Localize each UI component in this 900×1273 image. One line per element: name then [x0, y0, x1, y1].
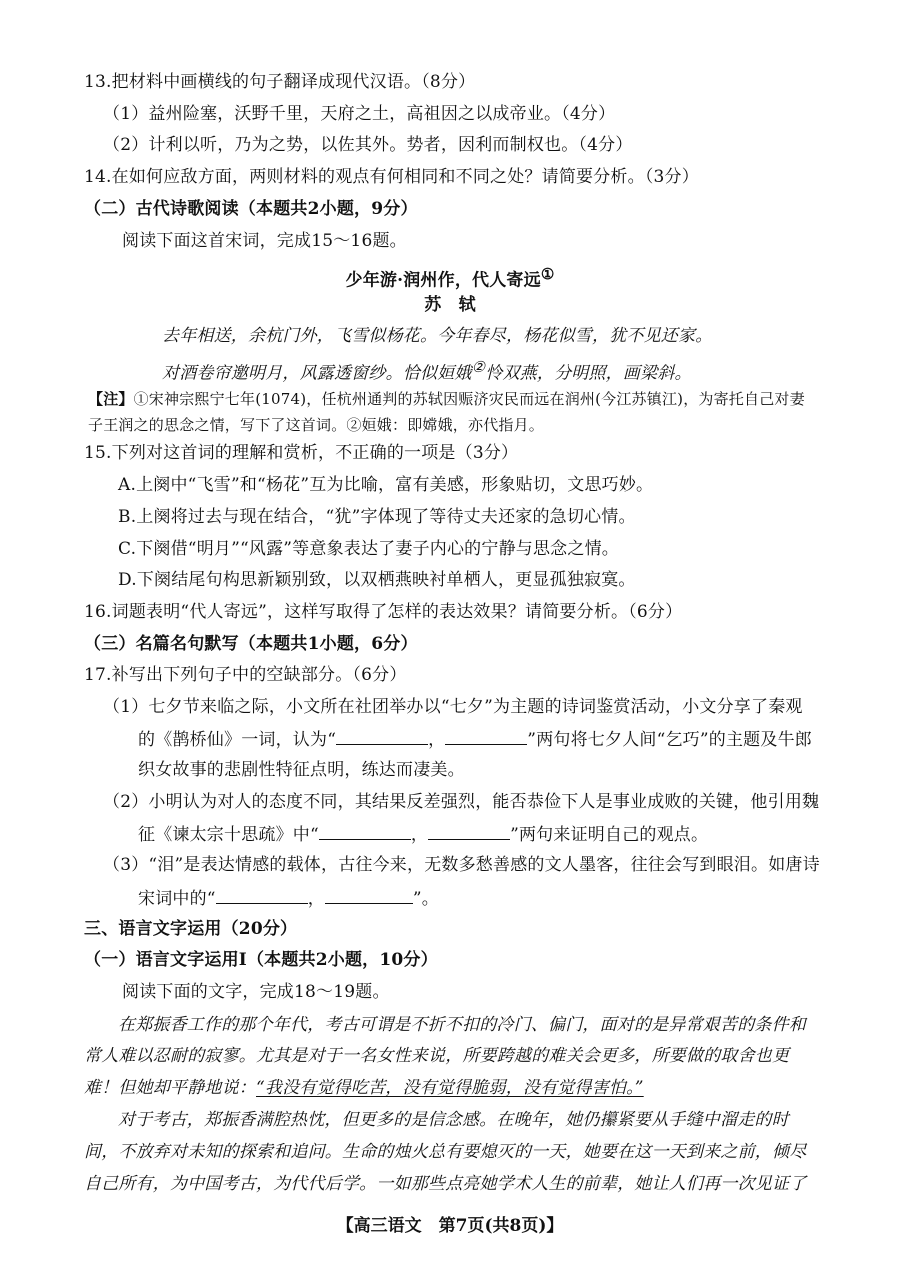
q15-option-b: B.上阕将过去与现在结合，“犹”字体现了等待丈夫还家的急切心情。: [118, 507, 636, 527]
poem-line-2: [162, 355, 692, 386]
section-2-intro: 阅读下面这首宋词，完成15～16题。: [122, 231, 407, 251]
q17-stem: 17.补写出下列句子中的空缺部分。（6分）: [84, 665, 407, 685]
answer-blank[interactable]: [325, 885, 413, 904]
page-footer: 【高三语文 第7页(共8页)】: [336, 1216, 564, 1236]
q17-item-3-line-2: [138, 885, 439, 911]
answer-blank[interactable]: [216, 885, 308, 904]
q17-item-1-line-3: 织女故事的悲剧性特征点明，练达而凄美。: [138, 760, 465, 780]
q17-item-2-line-2: [138, 821, 708, 847]
section-2-heading: （二）古代诗歌阅读（本题共2小题，9分）: [84, 199, 418, 219]
q15-option-c: C.下阕借“明月”“风露”等意象表达了妻子内心的宁静与思念之情。: [118, 539, 619, 559]
q17-item-2-line-1: （2）小明认为对人的态度不同，其结果反差强烈，能否恭俭下人是事业成败的关键，他引用魏: [103, 792, 820, 812]
q17-item-3-pre: 宋词中的“: [138, 889, 216, 909]
note-line-1: [88, 387, 805, 411]
note-line-2: 子王润之的思念之情，写下了这首词。②姮娥：即嫦娥，亦代指月。: [88, 416, 545, 434]
poem-title: [0, 262, 900, 293]
passage-p2-line-1: 对于考古，郑振香满腔热忱，但更多的是信念感。在晚年，她仍攥紧要从手缝中溜走的时: [118, 1110, 789, 1130]
q17-item-3-line-1: （3）“泪”是表达情感的载体，古往今来，无数多愁善感的文人墨客，往往会写到眼泪。如唐诗: [103, 855, 820, 875]
passage-p1-line-2: 常人难以忍耐的寂寥。尤其是对于一名女性来说，所要跨越的难关会更多，所要做的取舍也更: [84, 1046, 790, 1066]
q17-item-2-pre: 征《谏太宗十思疏》中“: [138, 825, 319, 845]
q13-sentence-2: （2）计利以听，乃为之势，以佐其外。势者，因利而制权也。（4分）: [103, 135, 633, 155]
passage-p1-line-1: 在郑振香工作的那个年代，考古可谓是不折不扣的冷门、偏门，面对的是异常艰苦的条件和: [118, 1015, 806, 1035]
q17-item-1-comma: ，: [428, 730, 446, 750]
poem-line-2a: 对酒卷帘邀明月，风露透窗纱。恰似姮娥: [162, 363, 472, 384]
poem-title-note: ①: [540, 265, 555, 283]
passage-p2-line-2: 间，不放弃对未知的探索和追问。生命的烛火总有要熄灭的一天，她要在这一天到来之前，倾尽: [84, 1142, 807, 1162]
q14-stem: 14.在如何应敌方面，两则材料的观点有何相同和不同之处？请简要分析。（3分）: [84, 167, 699, 187]
poem-line-2-note: ②: [471, 358, 486, 376]
poem-title-text: 少年游·润州作，代人寄远: [345, 270, 541, 291]
section-3-heading: （三）名篇名句默写（本题共1小题，6分）: [84, 634, 418, 654]
q17-item-1-line-1: （1）七夕节来临之际，小文所在社团举办以“七夕”为主题的诗词鉴赏活动，小文分享了秦观: [103, 697, 803, 717]
q17-item-1-line-2: [138, 726, 812, 752]
note-text-1: ①宋神宗熙宁七年(1074)，任杭州通判的苏轼因赈济灾民而远在润州(今江苏镇江)，为寄托自己对妻: [133, 390, 805, 408]
q16-stem: 16.词题表明“代人寄远”，这样写取得了怎样的表达效果？请简要分析。（6分）: [84, 602, 683, 622]
poem-line-1: 去年相送，余杭门外，飞雪似杨花。今年春尽，杨花似雪，犹不见还家。: [162, 326, 713, 346]
q15-option-d: D.下阕结尾句构思新颖别致，以双栖燕映衬单栖人，更显孤独寂寞。: [118, 570, 636, 590]
note-label: 【注】: [88, 390, 134, 408]
part-3-sub-1-heading: （一）语言文字运用Ⅰ（本题共2小题，10分）: [84, 950, 438, 970]
part-3-heading: 三、语言文字运用（20分）: [84, 919, 298, 939]
poem-line-2b: 怜双燕，分明照，画梁斜。: [485, 363, 692, 384]
answer-blank[interactable]: [445, 726, 527, 745]
passage-p1-line-3-pre: 难！但她却平静地说：: [84, 1078, 256, 1098]
answer-blank[interactable]: [336, 726, 428, 745]
poem-author: 苏 轼: [424, 295, 476, 315]
q17-item-1-pre: 的《鹊桥仙》一词，认为“: [138, 730, 337, 750]
part-3-intro: 阅读下面的文字，完成18～19题。: [122, 982, 390, 1002]
q17-item-1-post: ”两句将七夕人间“乞巧”的主题及牛郎: [527, 730, 812, 750]
q17-item-2-post: ”两句来证明自己的观点。: [510, 825, 709, 845]
q15-stem: 15.下列对这首词的理解和赏析，不正确的一项是（3分）: [84, 443, 519, 463]
q17-item-3-post: ”。: [412, 889, 439, 909]
passage-p2-line-3: 自己所有，为中国考古，为代代后学。一如那些点亮她学术人生的前辈，她让人们再一次见证了: [84, 1174, 807, 1194]
q17-item-2-comma: ，: [410, 825, 429, 845]
q13-sentence-1: （1）益州险塞，沃野千里，天府之土，高祖因之以成帝业。（4分）: [103, 104, 616, 124]
q15-option-a: A.上阕中“飞雪”和“杨花”互为比喻，富有美感，形象贴切，文思巧妙。: [118, 475, 654, 495]
answer-blank[interactable]: [319, 821, 411, 840]
underlined-sentence: “我没有觉得吃苦，没有觉得脆弱，没有觉得害怕。”: [256, 1078, 644, 1098]
passage-p1-line-3: [84, 1076, 644, 1100]
answer-blank[interactable]: [428, 821, 510, 840]
q13-stem: 13.把材料中画横线的句子翻译成现代汉语。（8分）: [84, 72, 476, 92]
q17-item-3-comma: ，: [307, 889, 325, 909]
